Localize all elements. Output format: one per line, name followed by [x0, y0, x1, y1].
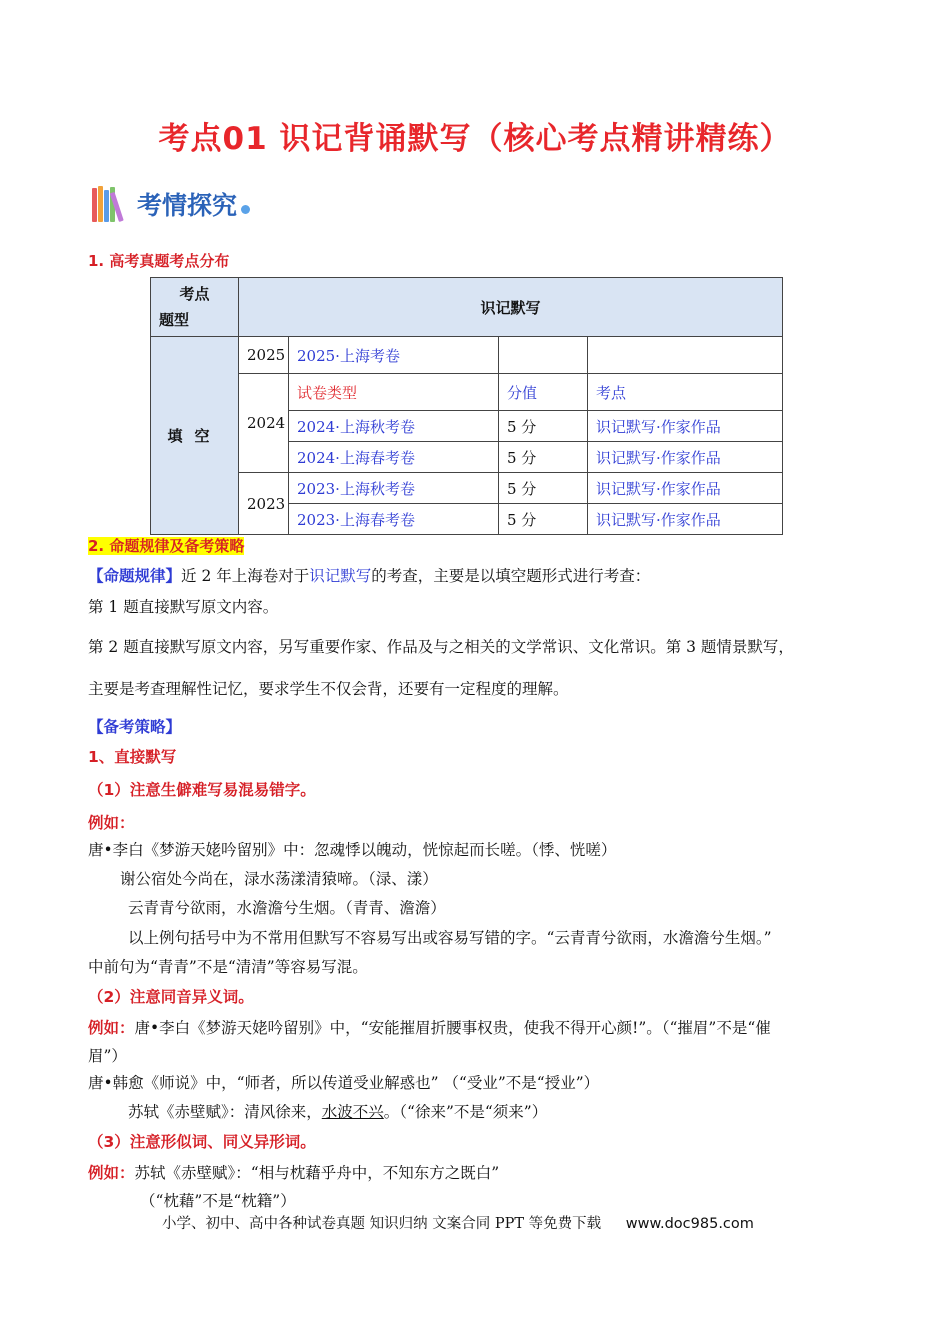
example-text: 唐•李白《梦游天姥吟留别》中，“安能摧眉折腰事权贵，使我不得开心颜!”。（“摧眉”不是“催 [134, 1019, 771, 1037]
paragraph-2: 第 2 题直接默写原文内容，另写重要作家、作品及与之相关的文学常识、文化常识。第 3 题情景默写， [88, 638, 794, 656]
paper-cell: 2023·上海春考卷 [289, 504, 499, 535]
year-cell-2023: 2023 [239, 473, 289, 535]
banner-text: 考情探究 [137, 191, 238, 220]
col-paper-label: 试卷类型 [289, 374, 499, 411]
strategy-1-2-heading: （2）注意同音异义词。 [88, 988, 254, 1006]
example-line: 中前句为“青青”不是“清清”等容易写混。 [88, 958, 368, 976]
rule-text-b: 的考查，主要是以填空题形式进行考查： [371, 567, 651, 585]
paragraph-3: 主要是考查理解性记忆，要求学生不仅会背，还要有一定程度的理解。 [88, 680, 569, 698]
point-cell: 识记默写·作家作品 [588, 473, 783, 504]
strategy-1-heading: 1、直接默写 [88, 748, 177, 766]
strategy-1-3-heading: （3）注意形似词、同义异形词。 [88, 1133, 316, 1151]
paper-cell-2025: 2025·上海考卷 [289, 337, 499, 374]
score-cell: 5 分 [499, 504, 588, 535]
col-point-label: 考点 [588, 374, 783, 411]
example-line [88, 1017, 771, 1039]
rule-text-a: 近 2 年上海卷对于 [181, 567, 310, 585]
paper-cell: 2024·上海秋考卷 [289, 411, 499, 442]
example-line: 谢公宿处今尚在，渌水荡漾清猿啼。（渌、漾） [120, 870, 438, 888]
page-title: 考点01 识记背诵默写（核心考点精讲精练） [158, 121, 792, 157]
example-line: 云青青兮欲雨，水澹澹兮生烟。（青青、澹澹） [128, 899, 446, 917]
rule-label: 【命题规律】 [88, 567, 182, 585]
books-icon [92, 186, 125, 222]
example-line: 眉”） [88, 1047, 127, 1065]
page-footer [162, 1212, 754, 1233]
rule-text-link: 识记默写 [309, 567, 372, 585]
underlined-text: 水波不兴 [321, 1103, 384, 1121]
example-text: 苏轼《赤壁赋》：“相与枕藉乎舟中，不知东方之既白” [134, 1164, 500, 1182]
example-line [128, 1101, 547, 1123]
score-cell: 5 分 [499, 411, 588, 442]
example-label: 例如： [88, 814, 135, 832]
example-line: （“枕藉”不是“枕籍”） [140, 1192, 296, 1210]
table-corner-cell [151, 278, 239, 337]
section2-heading: 2. 命题规律及备考策略 [88, 537, 245, 555]
example-label: 例如： [88, 1164, 135, 1182]
empty-cell [588, 337, 783, 374]
corner-bottom-label: 题型 [159, 311, 190, 329]
empty-cell [499, 337, 588, 374]
example-line: 唐•李白《梦游天姥吟留别》中：忽魂悸以魄动，恍惊起而长嗟。（悸、恍嗟） [88, 841, 617, 859]
exam-distribution-table [150, 277, 783, 535]
section2-heading-wrap [88, 535, 244, 556]
point-cell: 识记默写·作家作品 [588, 504, 783, 535]
example-line [88, 1162, 499, 1184]
paper-cell: 2023·上海秋考卷 [289, 473, 499, 504]
example-text: 苏轼《赤壁赋》：清风徐来， [128, 1103, 322, 1121]
corner-top-label: 考点 [179, 285, 210, 303]
year-cell-2025: 2025 [239, 337, 289, 374]
section1-heading: 1. 高考真题考点分布 [88, 252, 230, 270]
table-header: 识记默写 [239, 278, 783, 337]
col-score-label: 分值 [499, 374, 588, 411]
year-cell-2024: 2024 [239, 374, 289, 473]
example-line: 唐•韩愈《师说》中，“师者，所以传道受业解惑也” （“受业”不是“授业”） [88, 1074, 600, 1092]
section-banner [92, 183, 250, 225]
score-cell: 5 分 [499, 473, 588, 504]
example-label: 例如： [88, 1019, 135, 1037]
strategy-1-1-heading: （1）注意生僻难写易混易错字。 [88, 781, 316, 799]
point-cell: 识记默写·作家作品 [588, 442, 783, 473]
banner-dot-icon [241, 205, 250, 214]
paper-cell: 2024·上海春考卷 [289, 442, 499, 473]
rule-paragraph [88, 565, 650, 587]
score-cell: 5 分 [499, 442, 588, 473]
question-type-cell: 填空 [151, 337, 239, 535]
example-line: 以上例句括号中为不常用但默写不容易写出或容易写错的字。“云青青兮欲雨，水澹澹兮生烟。” [128, 929, 772, 947]
paragraph-1: 第 1 题直接默写原文内容。 [88, 598, 279, 616]
footer-site-link[interactable]: www.doc985.com [625, 1216, 754, 1232]
example-text: 。（“徐来”不是“须来”） [383, 1103, 548, 1121]
footer-text: 小学、初中、高中各种试卷真题 知识归纳 文案合同 PPT 等免费下载 [162, 1216, 602, 1232]
strategy-label: 【备考策略】 [88, 718, 182, 736]
point-cell: 识记默写·作家作品 [588, 411, 783, 442]
